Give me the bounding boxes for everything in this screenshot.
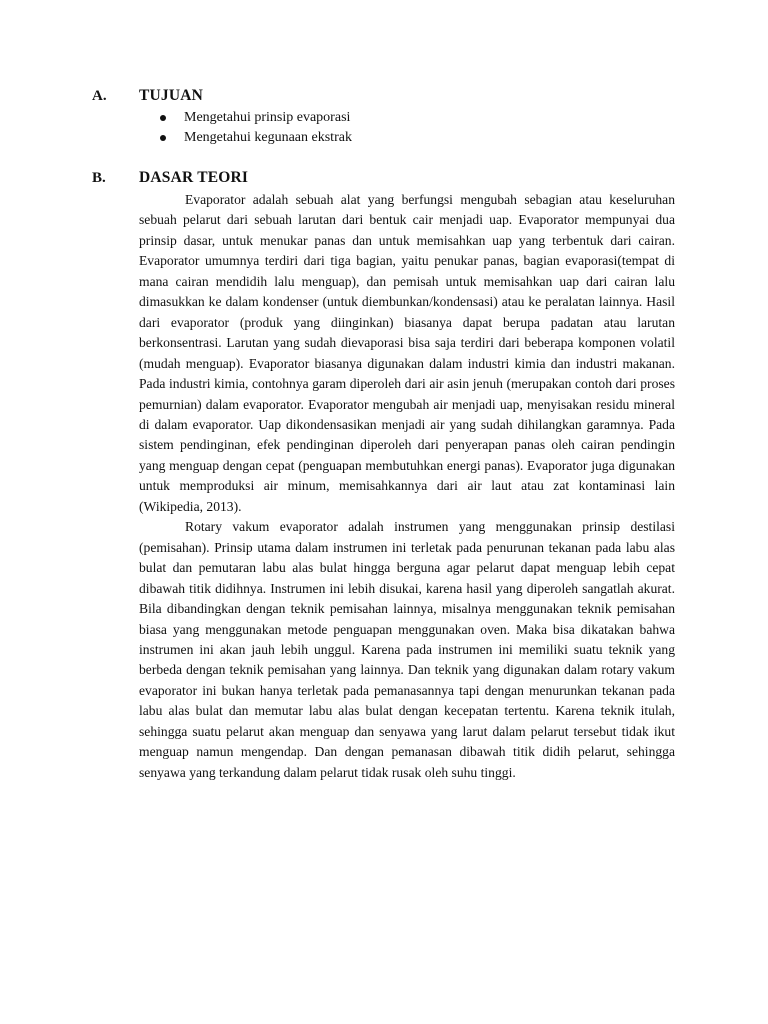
section-a-letter: A. bbox=[92, 88, 107, 104]
bullet-icon bbox=[160, 135, 166, 141]
paragraph-evaporator: Evaporator adalah sebuah alat yang berfungsi mengubah sebagian atau keseluruhan sebuah pelarut dari sebuah larutan dari bentuk cair menjadi uap. Evaporator mempunyai dua prinsip dasar, untuk menukar panas dan untuk memisahkan uap yang terbentuk dari cairan. Evaporator umumnya terdiri dari tiga bagian, yaitu penukar panas, bagian evaporasi(tempat di mana cairan mendidih lalu menguap), dan pemisah untuk memisahkan uap dari cairan lalu dimasukkan ke dalam kondenser (untuk diembunkan/kondensasi) atau ke peralatan lainnya. Hasil dari evaporator (produk yang diinginkan) biasanya dapat berupa padatan atau larutan berkonsentrasi. Larutan yang sudah dievaporasi bisa saja terdiri dari beberapa komponen volatil (mudah menguap). Evaporator biasanya digunakan dalam industri kimia dan industri makanan. Pada industri kimia, contohnya garam diperoleh dari air asin jenuh (merupakan contoh dari proses pemurnian) dalam evaporator. Evaporator mengubah air menjadi uap, menyisakan residu mineral di dalam evaporator. Uap dikondensasikan menjadi air yang sudah dihilangkan garamnya. Pada sistem pendinginan, efek pendinginan diperoleh dari penyerapan panas oleh cairan pendingin yang menguap dengan cepat (penguapan membutuhkan energi panas). Evaporator juga digunakan untuk memproduksi air minum, memisahkannya dari air laut atau zat kontaminasi lain (Wikipedia, 2013). bbox=[139, 192, 675, 514]
section-a-title: TUJUAN bbox=[139, 87, 204, 104]
list-item-text: Mengetahui prinsip evaporasi bbox=[184, 110, 351, 125]
list-item-text: Mengetahui kegunaan ekstrak bbox=[184, 130, 352, 145]
tujuan-list bbox=[158, 108, 352, 148]
bullet-icon bbox=[160, 115, 166, 121]
paragraph-rotary-vakum: Rotary vakum evaporator adalah instrumen yang menggunakan prinsip destilasi (pemisahan). Prinsip utama dalam instrumen ini terletak pada penurunan tekanan pada labu alas bulat dan pemutaran labu alas bulat hingga berguna agar pelarut dapat menguap lebih cepat dibawah titik didihnya. Instrumen ini lebih disukai, karena hasil yang diperoleh sangatlah akurat. Bila dibandingkan dengan teknik pemisahan lainnya, misalnya menggunakan teknik pemisahan biasa yang menggunakan metode penguapan menggunakan oven. Maka bisa dikatakan bahwa instrumen ini akan jauh lebih unggul. Karena pada instrumen ini memiliki suatu teknik yang berbeda dengan teknik pemisahan yang lainnya. Dan teknik yang digunakan dalam rotary vakum evaporator ini bukan hanya terletak pada pemanasannya tapi dengan menurunkan tekanan pada labu alas bulat dan memutar labu alas bulat dengan kecepatan tertentu. Karena teknik itulah, sehingga suatu pelarut akan menguap dan senyawa yang larut dalam pelarut tersebut tidak ikut menguap namun mengendap. Dan dengan pemanasan dibawah titik didih pelarut, sehingga senyawa yang terkandung dalam pelarut tidak rusak oleh suhu tinggi. bbox=[139, 519, 675, 780]
list-item bbox=[158, 128, 352, 148]
section-b-letter: B. bbox=[92, 170, 106, 186]
section-b-title: DASAR TEORI bbox=[139, 169, 249, 186]
dasar-teori-body bbox=[139, 190, 675, 783]
list-item bbox=[158, 108, 352, 128]
